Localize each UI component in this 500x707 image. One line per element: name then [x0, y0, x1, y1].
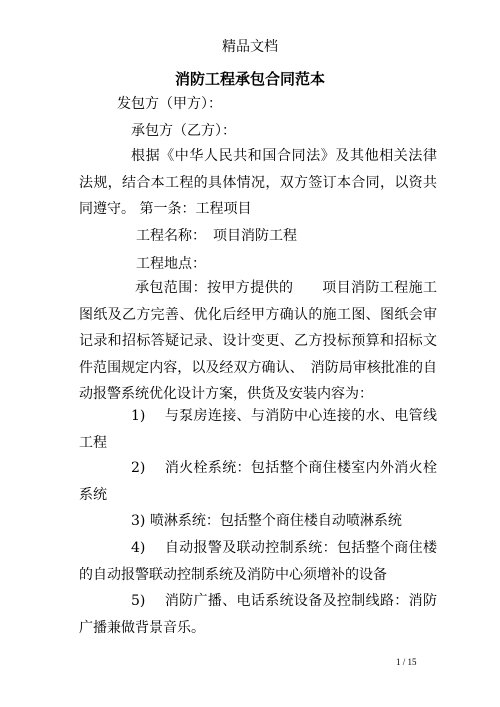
list-item-4: 4) 自动报警及联动控制系统：包括整个商住楼的自动报警联动控制系统及消防中心须增补的设备 — [79, 540, 437, 583]
party-a-line: 发包方（甲方）： — [117, 96, 222, 112]
document-title: 消防工程承包合同范本 — [174, 70, 325, 88]
project-name-line: 工程名称： 项目消防工程 — [136, 228, 297, 244]
party-b-line: 承包方（乙方）： — [131, 123, 236, 139]
intro-paragraph: 根据《中华人民共和国合同法》及其他相关法律法规，结合本工程的具体情况，双方签订本合同，以资共同遵守。 第一条：工程项目 — [79, 148, 437, 217]
scope-paragraph: 承包范围：按甲方提供的 项目消防工程施工图纸及乙方完善、优化后经甲方确认的施工图、图纸会审记录和招标答疑记录、设计变更、乙方投标预算和招标文件范围规定内容，以及经双方确认、 消防局审核批准的自动报警系统优化设计方案，供货及安装内容为： — [79, 280, 437, 402]
page-header: 精品文档 — [222, 39, 278, 55]
list-item-3: 3) 喷淋系统：包括整个商住楼自动喷淋系统 — [131, 513, 402, 529]
list-item-2: 2) 消火栓系统：包括整个商住楼室内外消火栓系统 — [79, 460, 437, 503]
page-number: 1 / 15 — [396, 657, 417, 667]
project-location-line: 工程地点： — [136, 256, 206, 272]
list-item-1: 1) 与泵房连接、与消防中心连接的水、电管线工程 — [79, 408, 437, 451]
list-item-5: 5) 消防广播、电话系统设备及控制线路：消防广播兼做背景音乐。 — [79, 593, 437, 636]
